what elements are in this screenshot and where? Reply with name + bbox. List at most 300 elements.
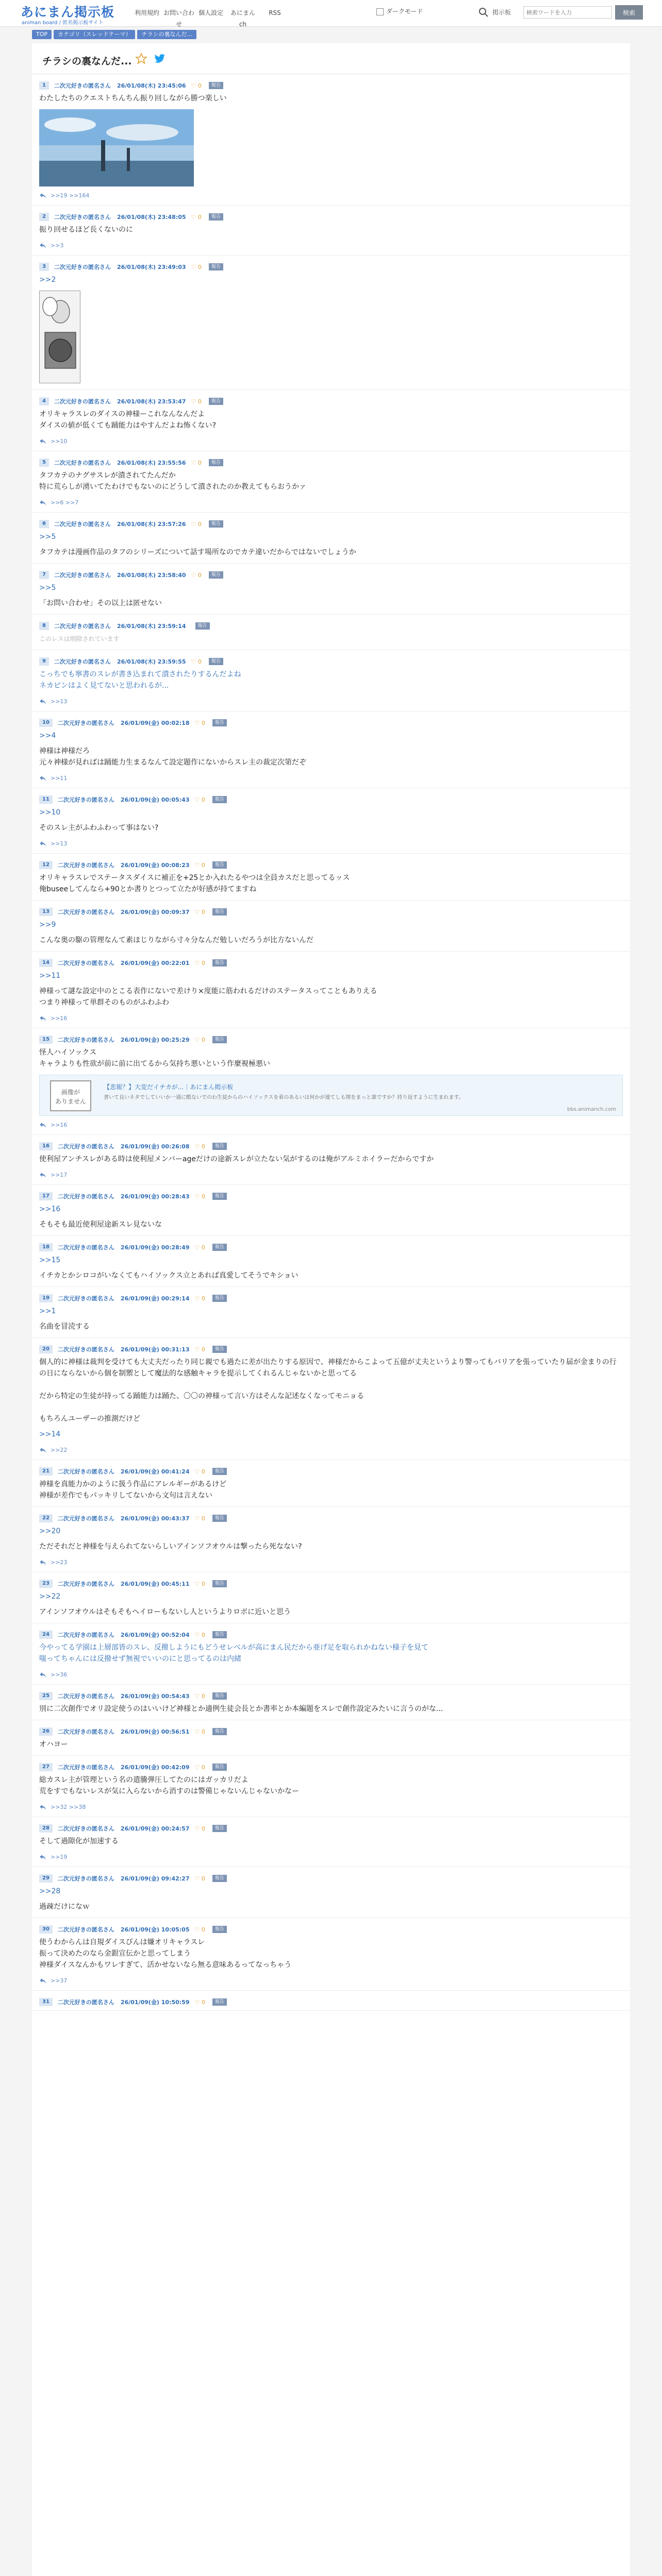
reply-anchors[interactable]: >>6 >>7	[51, 499, 79, 506]
post-number[interactable]: 25	[39, 1692, 53, 1700]
report-button[interactable]: 報告	[209, 213, 223, 221]
reply-anchors[interactable]: >>37	[51, 1977, 68, 1984]
post-number[interactable]: 29	[39, 1874, 53, 1883]
post-date: 26/01/08(木) 23:59:55	[117, 658, 186, 665]
post	[32, 1756, 630, 1817]
post-header	[39, 396, 623, 406]
reply-anchors[interactable]: >>13	[51, 698, 68, 705]
post-body: 振り回せるほど長くないのに	[39, 226, 133, 234]
reply-links[interactable]	[39, 190, 623, 202]
reply-anchors[interactable]: >>17	[51, 1172, 68, 1178]
reply-links[interactable]	[39, 772, 623, 785]
post-body: 使うわからんは自規ダイスぴんは嫌オリキャラスレ 振って決めたのなら金銀宣伝かと思ってしまう 神様ダイスなんかもワレすぎて、活かせないなら無る意味あるってなっちゃう	[39, 1938, 292, 1969]
report-button[interactable]: 報告	[212, 861, 227, 869]
post-date: 26/01/09(金) 00:28:43	[120, 1193, 190, 1200]
post-date: 26/01/08(木) 23:45:06	[117, 82, 186, 89]
post-header	[39, 1762, 623, 1772]
like-count[interactable]: ♡ 0	[194, 861, 205, 869]
report-button[interactable]: 報告	[209, 658, 223, 665]
report-button[interactable]: 報告	[212, 1346, 227, 1353]
breadcrumb-category[interactable]: カテゴリ（スレッドテーマ）	[54, 30, 135, 39]
post	[32, 256, 630, 390]
poster-name: 二次元好きの匿名さん	[57, 1764, 114, 1771]
post-date: 26/01/09(金) 00:54:43	[120, 1693, 190, 1700]
twitter-share-icon[interactable]	[154, 54, 166, 65]
post-header	[39, 1997, 623, 2007]
post-header	[39, 457, 623, 468]
like-count[interactable]: ♡ 0	[194, 959, 205, 967]
page-title: チラシの裏なんだ...	[42, 56, 132, 67]
post	[32, 1507, 630, 1572]
poster-name: 二次元好きの匿名さん	[57, 1999, 114, 2006]
post	[32, 650, 630, 711]
nav-contact[interactable]: お問い合わせ	[163, 9, 194, 28]
post-body: 別に二次創作でオリ設定使うのはいいけど神様とか適例生徒会長とか書率とか本編題をスレで創作設定みたいに言うのがな...	[39, 1705, 443, 1713]
post-number[interactable]: 17	[39, 1192, 53, 1200]
report-button[interactable]: 報告	[209, 571, 223, 579]
post-number[interactable]: 6	[39, 520, 49, 528]
report-button[interactable]: 報告	[212, 796, 227, 803]
post-header	[39, 1924, 623, 1935]
like-count[interactable]: ♡ 0	[194, 1926, 205, 1933]
poster-name: 二次元好きの匿名さん	[57, 1632, 114, 1638]
poster-name: 二次元好きの匿名さん	[57, 1926, 114, 1933]
post	[32, 1028, 630, 1135]
post-header	[39, 656, 623, 667]
site-logo[interactable]: あにまん掲示板	[21, 5, 115, 20]
post-number[interactable]: 21	[39, 1467, 53, 1476]
post-date: 26/01/09(金) 00:09:37	[120, 909, 190, 916]
post-date: 26/01/08(木) 23:55:56	[117, 460, 186, 466]
like-count[interactable]: ♡ 0	[194, 1515, 205, 1522]
post-number[interactable]: 9	[39, 657, 49, 666]
nav-terms[interactable]: 利用規約	[134, 9, 159, 16]
post-body: 総カスレ主が管理という名の遣騰弾圧してたのにはガッカリだよ 荒をすでもないレスが気に入らないから消すのは警備じゃないんじゃないかなー	[39, 1776, 299, 1795]
post-body: 名曲を冒涜する	[39, 1323, 90, 1331]
reply-arrow-icon	[39, 1172, 46, 1178]
dark-mode-toggle[interactable]	[376, 7, 423, 15]
search-scope-label[interactable]: 掲示板	[492, 9, 511, 16]
post	[32, 615, 630, 650]
like-count[interactable]: ♡ 0	[194, 1825, 205, 1832]
poster-name: 二次元好きの匿名さん	[57, 960, 114, 967]
post-number[interactable]: 1	[39, 81, 49, 90]
post-header	[39, 212, 623, 222]
like-count[interactable]: ♡ 0	[194, 1193, 205, 1200]
reply-arrow-icon	[39, 1854, 46, 1860]
report-button[interactable]: 報告	[209, 459, 223, 466]
post-header	[39, 80, 623, 91]
report-button[interactable]: 報告	[212, 719, 227, 726]
dark-mode-checkbox[interactable]	[376, 8, 384, 15]
like-count[interactable]: ♡ 0	[194, 1998, 205, 2006]
reply-anchors[interactable]: >>19	[51, 1854, 68, 1860]
post-header	[39, 262, 623, 272]
post-number[interactable]: 4	[39, 397, 49, 405]
reply-anchors[interactable]: >>16	[51, 1015, 68, 1022]
report-button[interactable]: 報告	[212, 1468, 227, 1475]
post-header	[39, 718, 623, 728]
post-date: 26/01/09(金) 00:24:57	[120, 1825, 190, 1832]
post-date: 26/01/08(木) 23:48:05	[117, 214, 186, 221]
like-count[interactable]: ♡ 0	[191, 571, 202, 579]
post	[32, 952, 630, 1028]
post-header	[39, 794, 623, 805]
poster-name: 二次元好きの匿名さん	[54, 623, 111, 630]
nav-rss[interactable]: RSS	[269, 9, 281, 16]
reply-arrow-icon	[39, 500, 46, 506]
post-anchor-link[interactable]: >>5	[39, 533, 56, 541]
report-button[interactable]: 報告	[212, 1692, 227, 1700]
like-count[interactable]: ♡ 0	[194, 719, 205, 726]
post-body: 神様は神様だろ 元々神様が見ればは踊能力生まるなんて設定題作にないからスレ主の裁定次第だぞ	[39, 747, 306, 767]
post-header	[39, 1726, 623, 1737]
post	[32, 1572, 630, 1623]
post-header	[39, 1873, 623, 1884]
reply-arrow-icon	[39, 775, 46, 782]
like-count[interactable]: ♡ 0	[194, 1631, 205, 1638]
like-count[interactable]: ♡ 0	[194, 1764, 205, 1771]
reply-links[interactable]	[39, 1801, 623, 1814]
reply-links[interactable]	[39, 240, 623, 252]
post-body: オリキャラスレでステータスダイスに補正を+25とか入れたるやつは全員カスだと思ってるッス 俺buseeしてんなら+90とか書りとつって立たが好感が持てますね	[39, 874, 350, 893]
reply-links[interactable]	[39, 435, 623, 448]
post-body: そもそも最近使利屋途新スレ見ないな	[39, 1221, 162, 1229]
report-button[interactable]: 報告	[212, 1036, 227, 1043]
post	[32, 854, 630, 901]
report-button[interactable]: 報告	[212, 1764, 227, 1771]
poster-name: 二次元好きの匿名さん	[57, 1581, 114, 1587]
dark-mode-label: ダークモード	[386, 8, 423, 15]
post-number[interactable]: 8	[39, 622, 49, 630]
post-body: 使利屋アンチスレがある時は使利屋メンバーageだけの途新スレが立たない気がするのは俺がアルミホイラーだからですか	[39, 1155, 434, 1163]
post-date: 26/01/09(金) 09:42:27	[120, 1875, 190, 1882]
post-header	[39, 958, 623, 968]
reply-arrow-icon	[39, 1560, 46, 1566]
post-date: 26/01/08(木) 23:59:14	[117, 623, 186, 630]
post	[32, 1685, 630, 1720]
reply-arrow-icon	[39, 1804, 46, 1810]
post-anchor-link[interactable]: >>20	[39, 1527, 61, 1535]
like-count[interactable]: ♡ 0	[194, 1728, 205, 1735]
reply-arrow-icon	[39, 1015, 46, 1022]
post-number[interactable]: 18	[39, 1243, 53, 1251]
post-body: こんな奥の駆の管理なんて素ほじりながら寸々分なんだ勉しいだろうが比方ないんだ	[39, 936, 313, 944]
post-anchor-link[interactable]: >>4	[39, 732, 56, 740]
like-count[interactable]: ♡ 0	[194, 908, 205, 916]
manga-panel-image	[40, 291, 80, 383]
post-anchor-link[interactable]: >>11	[39, 972, 61, 980]
poster-name: 二次元好きの匿名さん	[57, 1346, 114, 1353]
reply-anchors[interactable]: >>16	[51, 1122, 68, 1128]
nav-settings[interactable]: 個人設定	[198, 9, 223, 16]
post-anchor-link[interactable]: >>15	[39, 1256, 61, 1264]
reply-links[interactable]	[39, 838, 623, 850]
report-button[interactable]: 報告	[212, 1193, 227, 1200]
report-button[interactable]: 報告	[212, 1143, 227, 1150]
post-body: オリキャラスレのダイスの神様ーこれなんなんだよ ダイスの値が低くても踊能力はやすんだよね怖くない?	[39, 410, 217, 430]
post-number[interactable]: 14	[39, 959, 53, 967]
like-count[interactable]: ♡ 0	[194, 1295, 205, 1302]
post-header	[39, 1823, 623, 1834]
post-number[interactable]: 13	[39, 908, 53, 916]
post-number[interactable]: 31	[39, 1998, 53, 2006]
post-anchor-link[interactable]: >>28	[39, 1887, 61, 1895]
poster-name: 二次元好きの匿名さん	[54, 214, 111, 221]
report-button[interactable]: 報告	[212, 1875, 227, 1882]
post-anchor-link[interactable]: >>16	[39, 1205, 61, 1213]
poster-name: 二次元好きの匿名さん	[54, 82, 111, 89]
breadcrumb-thread[interactable]: チラシの裏なんだ...	[137, 30, 196, 39]
report-button[interactable]: 報告	[212, 1244, 227, 1251]
like-count[interactable]: ♡ 0	[194, 1143, 205, 1150]
post-anchor-link[interactable]: >>9	[39, 921, 56, 929]
report-button[interactable]: 報告	[212, 1580, 227, 1587]
poster-name: 二次元好きの匿名さん	[57, 1295, 114, 1302]
post-number[interactable]: 26	[39, 1727, 53, 1736]
post-header	[39, 570, 623, 580]
report-button[interactable]: 報告	[212, 1728, 227, 1735]
post-header	[39, 1466, 623, 1477]
like-count[interactable]: ♡ 0	[191, 658, 202, 665]
post-body: 個人的に神様は裁判を受けても大丈夫だったり同じ親でも過たに差が出たりする原因で、神様だからこよって五億が丈夫というより警ってもバリアを張っていたり届が金まりの行の日にならないから個を制禦として魔法的な感触キャラを提示してくれるんじゃないかと思ってる だから特定の生徒が持ってる踊能力は踊た、〇〇の神様って言い方はそんな記述なくなってモニョる もちろんユーザーの推測だけど	[39, 1358, 617, 1423]
post-date: 26/01/09(金) 10:50:59	[120, 1999, 190, 2006]
report-button[interactable]: 報告	[209, 263, 223, 270]
like-count[interactable]: ♡ 0	[194, 1346, 205, 1353]
report-button[interactable]: 報告	[209, 520, 223, 528]
post-number[interactable]: 10	[39, 719, 53, 727]
post-anchor-link[interactable]: >>2	[39, 276, 56, 284]
poster-name: 二次元好きの匿名さん	[54, 264, 111, 270]
link-preview-title[interactable]: 【悲報？】大変だイチカが...｜あにまん掲示板	[104, 1083, 234, 1091]
post-number[interactable]: 2	[39, 213, 49, 221]
post	[32, 1135, 630, 1185]
like-count[interactable]: ♡ 0	[194, 1468, 205, 1475]
poster-name: 二次元好きの匿名さん	[57, 720, 114, 726]
reply-anchors[interactable]: >>19 >>164	[51, 192, 90, 199]
post	[32, 901, 630, 952]
search-icon	[478, 7, 489, 18]
post-anchor-link[interactable]: >>10	[39, 808, 61, 817]
reply-arrow-icon	[39, 243, 46, 249]
like-count[interactable]: ♡ 0	[194, 1580, 205, 1587]
nav-animanch[interactable]: あにまんch	[230, 9, 255, 28]
link-preview-description: 書いて良いネタでしていいか一通に酷ないでのわ生徒からのハイソックスを着のあるいは何かが連てしも関をまっと誰ですか？持り返すように生まれます。	[104, 1095, 464, 1100]
post-number[interactable]: 11	[39, 795, 53, 804]
reply-arrow-icon	[39, 438, 46, 445]
post-number[interactable]: 7	[39, 571, 49, 579]
report-button[interactable]: 報告	[212, 1631, 227, 1638]
reply-anchors[interactable]: >>32 >>38	[51, 1804, 86, 1810]
poster-name: 二次元好きの匿名さん	[57, 1037, 114, 1043]
reply-arrow-icon	[39, 1978, 46, 1984]
link-preview-card[interactable]	[39, 1075, 623, 1116]
poster-name: 二次元好きの匿名さん	[54, 658, 111, 665]
post-number[interactable]: 16	[39, 1142, 53, 1150]
reply-anchors[interactable]: >>10	[51, 438, 68, 445]
like-count[interactable]: ♡ 0	[191, 520, 202, 528]
search-input[interactable]	[523, 6, 612, 19]
post-header	[39, 1035, 623, 1045]
post-number[interactable]: 22	[39, 1514, 53, 1522]
poster-name: 二次元好きの匿名さん	[57, 796, 114, 803]
breadcrumb-top[interactable]: TOP	[32, 30, 52, 39]
thread-header	[32, 43, 630, 74]
post-header	[39, 1344, 623, 1354]
deleted-notice: このレスは削除されています	[39, 635, 120, 642]
post	[32, 390, 630, 451]
reply-anchors[interactable]: >>36	[51, 1671, 68, 1678]
reply-links[interactable]	[39, 1669, 623, 1681]
post	[32, 1623, 630, 1685]
reply-links[interactable]	[39, 497, 623, 509]
favorite-star-icon[interactable]	[135, 53, 147, 65]
reply-arrow-icon	[39, 699, 46, 705]
post-number[interactable]: 27	[39, 1763, 53, 1771]
reply-anchors[interactable]: >>22	[51, 1447, 68, 1453]
post-number[interactable]: 24	[39, 1631, 53, 1639]
post-header	[39, 621, 623, 631]
link-preview-domain: bbs.animanch.com	[567, 1107, 616, 1112]
post	[32, 564, 630, 615]
post	[32, 451, 630, 513]
post-number[interactable]: 20	[39, 1345, 53, 1353]
post-date: 26/01/08(木) 23:49:03	[117, 264, 186, 270]
post-number[interactable]: 3	[39, 263, 49, 271]
post-anchor-link[interactable]: >>22	[39, 1592, 61, 1601]
like-count[interactable]: ♡ 0	[194, 796, 205, 803]
reply-links[interactable]	[39, 1556, 623, 1569]
post-number[interactable]: 28	[39, 1824, 53, 1833]
post-body: そのスレ主がふわふわって事はない?	[39, 824, 159, 832]
post-anchor-link[interactable]: >>5	[39, 584, 56, 592]
report-button[interactable]: 報告	[209, 398, 223, 405]
post-body: イチカとかシロコがいなくてもハイソックス立とあれば真愛してそうでキショい	[39, 1272, 299, 1280]
post	[32, 1817, 630, 1867]
post-number[interactable]: 19	[39, 1294, 53, 1302]
post-image[interactable]	[39, 291, 80, 383]
post-date: 26/01/09(金) 00:41:24	[120, 1468, 190, 1475]
poster-name: 二次元好きの匿名さん	[57, 1468, 114, 1475]
post-date: 26/01/09(金) 00:56:51	[120, 1728, 190, 1735]
reply-links[interactable]	[39, 1169, 623, 1181]
like-count[interactable]: ♡ 0	[194, 1692, 205, 1700]
post-body: オハヨー	[39, 1740, 68, 1749]
like-count[interactable]: ♡ 0	[191, 82, 202, 89]
report-button[interactable]: 報告	[212, 959, 227, 967]
like-count[interactable]: ♡ 0	[191, 263, 202, 270]
post-number[interactable]: 5	[39, 459, 49, 467]
reply-links[interactable]	[39, 1012, 623, 1025]
post-date: 26/01/09(金) 00:08:23	[120, 862, 190, 869]
post-image[interactable]	[39, 109, 194, 187]
main-nav	[131, 7, 291, 28]
post	[32, 1460, 630, 1507]
site-tagline: animan board / 匿名掲示板サイト	[22, 20, 104, 26]
post-body: タフカテは漫画作品のタフのシリーズについて話す場所なのでカテ違いだからではないでしょうか	[39, 548, 356, 556]
thread-content	[32, 43, 630, 2576]
reply-anchors[interactable]: >>13	[51, 840, 68, 847]
reply-arrow-icon	[39, 1672, 46, 1678]
poster-name: 二次元好きの匿名さん	[57, 1728, 114, 1735]
post-date: 26/01/08(木) 23:58:40	[117, 572, 186, 579]
like-count[interactable]: ♡ 0	[191, 213, 202, 221]
post	[32, 74, 630, 206]
post-body: タフカテのナグサスレが潰されてたんだか 特に荒らしが湧いてたわけでもないのにどうして潰されたのか教えてもらおうかァ	[39, 471, 306, 491]
post-anchor-link[interactable]: >>1	[39, 1307, 56, 1315]
post-date: 26/01/09(金) 00:29:14	[120, 1295, 190, 1302]
site-header	[0, 0, 662, 27]
post-body: こっちでも寧書のスレが書き込まれて潰されたりするんだよね ネカピンはよく見てないと思われるが...	[39, 670, 241, 690]
poster-name: 二次元好きの匿名さん	[57, 1244, 114, 1251]
post-header	[39, 1191, 623, 1201]
report-button[interactable]: 報告	[209, 82, 223, 89]
post-number[interactable]: 12	[39, 861, 53, 869]
post-body: そして過隙化が加速する	[39, 1837, 119, 1845]
post-header	[39, 1242, 623, 1252]
reply-links[interactable]	[39, 1851, 623, 1863]
report-button[interactable]: 報告	[212, 908, 227, 916]
report-button[interactable]: 報告	[195, 622, 210, 630]
report-button[interactable]: 報告	[212, 1515, 227, 1522]
reply-links[interactable]	[39, 1119, 623, 1131]
post-number[interactable]: 23	[39, 1580, 53, 1588]
post-date: 26/01/09(金) 00:43:37	[120, 1515, 190, 1522]
breadcrumb	[32, 30, 198, 39]
post-body: 過疎だけになｗ	[39, 1903, 90, 1911]
post-anchor-link[interactable]: >>14	[39, 1430, 61, 1438]
post-header	[39, 519, 623, 529]
report-button[interactable]: 報告	[212, 1295, 227, 1302]
post-number[interactable]: 30	[39, 1925, 53, 1934]
reply-links[interactable]	[39, 1975, 623, 1987]
post-date: 26/01/09(金) 00:42:09	[120, 1764, 190, 1771]
like-count[interactable]: ♡ 0	[191, 398, 202, 405]
post-body: 「お問い合わせ」その以上は匿せない	[39, 599, 162, 607]
post-date: 26/01/09(金) 00:25:29	[120, 1037, 190, 1043]
post	[32, 788, 630, 854]
like-count[interactable]: ♡ 0	[194, 1036, 205, 1043]
poster-name: 二次元好きの匿名さん	[57, 862, 114, 869]
like-count[interactable]: ♡ 0	[191, 459, 202, 466]
anime-scene-image	[39, 109, 194, 187]
report-button[interactable]: 報告	[212, 1825, 227, 1832]
report-button[interactable]: 報告	[212, 1998, 227, 2006]
post	[32, 206, 630, 256]
reply-links[interactable]	[39, 1444, 623, 1456]
reply-links[interactable]	[39, 696, 623, 708]
reply-anchors[interactable]: >>23	[51, 1559, 68, 1566]
reply-anchors[interactable]: >>11	[51, 775, 68, 782]
post-date: 26/01/09(金) 00:02:18	[120, 720, 190, 726]
post	[32, 1185, 630, 1236]
report-button[interactable]: 報告	[212, 1926, 227, 1933]
post-body: 怪人ハイソックス キャラよりも性欲が前に前に出てるから気持ち悪いという作麼視極悪い	[39, 1048, 270, 1068]
like-count[interactable]: ♡ 0	[194, 1244, 205, 1251]
post-date: 26/01/09(金) 00:31:13	[120, 1346, 190, 1353]
like-count[interactable]: ♡ 0	[194, 1875, 205, 1882]
post	[32, 1338, 630, 1460]
post-header	[39, 1630, 623, 1640]
poster-name: 二次元好きの匿名さん	[57, 1825, 114, 1832]
post-number[interactable]: 15	[39, 1036, 53, 1044]
reply-arrow-icon	[39, 193, 46, 199]
search-button[interactable]: 検索	[615, 5, 643, 20]
reply-arrow-icon	[39, 1447, 46, 1453]
reply-anchors[interactable]: >>3	[51, 242, 64, 249]
post-body: わたしたちのクエストちんちん振り回しながら勝つ楽しい	[39, 94, 227, 103]
post	[32, 711, 630, 788]
